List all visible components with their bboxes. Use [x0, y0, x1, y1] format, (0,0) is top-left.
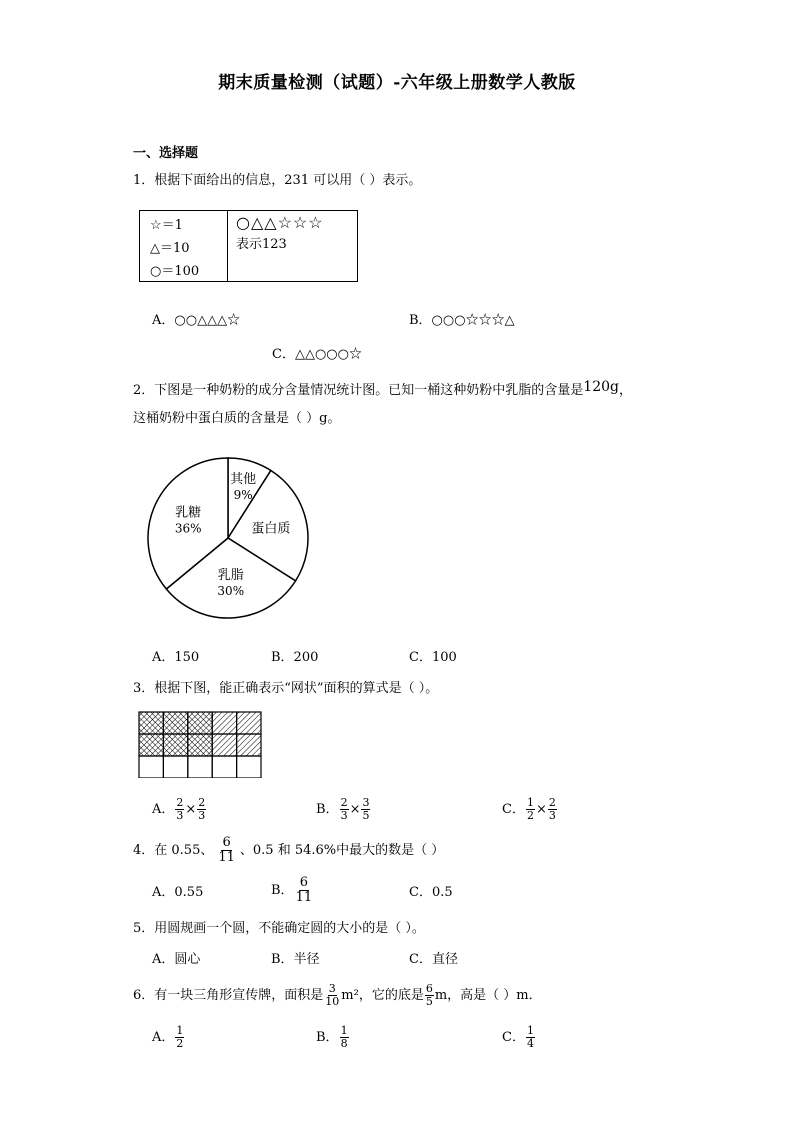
grid-hatch	[212, 734, 236, 756]
denominator: 3	[340, 809, 348, 822]
grid-hatch	[237, 712, 261, 734]
q6-option-c[interactable]	[502, 1023, 536, 1053]
numerator: 2	[176, 796, 184, 809]
fraction	[548, 797, 557, 822]
section-heading: 一、选择题	[133, 146, 199, 161]
denominator: 11	[295, 890, 313, 905]
q2-option-a[interactable]: A．150	[152, 650, 200, 665]
grid-crosshatch	[188, 734, 212, 756]
denominator: 2	[176, 1037, 184, 1050]
q1-option-a[interactable]: A．○○△△△☆	[152, 313, 241, 328]
numerator: 1	[176, 1024, 184, 1037]
fraction	[175, 797, 184, 822]
hatched-grid-figure	[138, 711, 262, 778]
denominator: 2	[526, 809, 534, 822]
grid-crosshatch	[163, 734, 187, 756]
grid-crosshatch	[188, 712, 212, 734]
q3-option-b[interactable]	[316, 797, 371, 822]
example-label: 表示123	[236, 237, 287, 252]
q3-option-a-label: A．	[152, 802, 175, 817]
q3-option-c[interactable]	[502, 797, 558, 822]
fraction	[425, 983, 434, 1008]
q6-option-a[interactable]	[152, 1023, 185, 1053]
grid-crosshatch	[139, 712, 163, 734]
symbol-legend-table	[139, 210, 358, 282]
numerator: 6	[425, 982, 433, 995]
pie-value-label-0: 9%	[233, 487, 253, 502]
symbol-example	[228, 211, 357, 281]
pie-value-label-3: 36%	[174, 521, 202, 536]
numerator: 2	[198, 796, 206, 809]
grid-cell	[212, 756, 236, 778]
grid-cell	[139, 756, 163, 778]
legend-star: ☆＝1	[150, 218, 183, 233]
page-title: 期末质量检测（试题）-六年级上册数学人教版	[218, 73, 576, 93]
q5-option-c[interactable]: C．直径	[409, 952, 458, 967]
numerator: 1	[526, 796, 534, 809]
fraction	[526, 1025, 535, 1050]
grid-cell	[188, 756, 212, 778]
fraction	[197, 797, 206, 822]
q6-area-unit: m²，它的底是	[341, 988, 424, 1003]
q6-base-unit: m，高是（ ）m．	[434, 988, 542, 1003]
q5-option-b[interactable]: B．半径	[271, 952, 320, 967]
pie-label-1: 蛋白质	[251, 521, 291, 537]
fraction	[361, 797, 370, 822]
question-5-text: 5．用圆规画一个圆，不能确定圆的大小的是（ ）。	[133, 921, 425, 936]
q4-option-c[interactable]: C．0.5	[409, 885, 453, 900]
denominator: 11	[218, 850, 235, 865]
grid-crosshatch	[163, 712, 187, 734]
question-2-comma: ，	[618, 383, 632, 398]
fraction	[526, 797, 535, 822]
question-4-text	[133, 836, 444, 866]
q5-option-a[interactable]: A．圆心	[152, 952, 201, 967]
q2-option-c[interactable]: C．100	[409, 650, 457, 665]
question-1-text: 1．根据下面给出的信息，231 可以用（ ）表示。	[133, 173, 422, 188]
denominator: 10	[325, 995, 340, 1008]
numerator: 3	[362, 796, 370, 809]
denominator: 3	[176, 809, 184, 822]
numerator: 1	[526, 1024, 534, 1037]
numerator: 1	[340, 1024, 348, 1037]
denominator: 4	[526, 1037, 534, 1050]
numerator: 3	[328, 982, 336, 995]
q4-suffix: 、0.5 和 54.6%中最大的数是（ ）	[239, 843, 445, 858]
question-2-text: 2．下图是一种奶粉的成分含量情况统计图。已知一桶这种奶粉中乳脂的含量是	[133, 383, 584, 398]
grid-crosshatch	[139, 734, 163, 756]
example-shapes: ○△△☆☆☆	[236, 213, 324, 232]
q3-option-b-label: B．	[316, 802, 339, 817]
pie-label-3: 乳糖	[175, 505, 202, 521]
numerator: 2	[340, 796, 348, 809]
question-6-text	[133, 981, 542, 1011]
q1-option-b[interactable]: B．○○○☆☆☆△	[409, 313, 515, 328]
q4-option-a[interactable]: A．0.55	[152, 885, 204, 900]
q4-option-b-label: B．	[271, 883, 294, 898]
q6-option-a-label: A．	[152, 1030, 175, 1045]
q3-option-a[interactable]	[152, 797, 207, 822]
question-2-line2: 这桶奶粉中蛋白质的含量是（ ）g。	[133, 411, 341, 426]
pie-value-label-2: 30%	[217, 583, 245, 598]
nutrition-pie-chart	[146, 456, 310, 620]
denominator: 3	[548, 809, 556, 822]
q1-option-c[interactable]: C．△△○○○☆	[272, 347, 362, 362]
numerator: 6	[222, 835, 231, 850]
question-2-value: 120g	[583, 379, 619, 395]
question-2-line1	[133, 381, 632, 400]
times-sign: ×	[185, 802, 197, 817]
pie-label-2: 乳脂	[217, 567, 244, 583]
legend-circle: ○＝100	[150, 264, 200, 279]
fraction	[340, 797, 349, 822]
numerator: 2	[548, 796, 556, 809]
denominator: 8	[340, 1037, 348, 1050]
denominator: 5	[362, 809, 370, 822]
pie-label-0: 其他	[230, 471, 257, 487]
denominator: 3	[198, 809, 206, 822]
fraction	[324, 983, 340, 1008]
fraction	[175, 1025, 184, 1050]
grid-hatch	[212, 712, 236, 734]
times-sign: ×	[349, 802, 361, 817]
q4-prefix: 4．在 0.55、	[133, 843, 214, 858]
q6-option-b[interactable]	[316, 1023, 350, 1053]
numerator: 6	[299, 875, 308, 890]
times-sign: ×	[535, 802, 547, 817]
symbol-legend	[140, 211, 228, 281]
question-3-text: 3．根据下图，能正确表示“网状”面积的算式是（ ）。	[133, 681, 439, 696]
q4-option-b[interactable]	[271, 876, 314, 906]
fraction	[340, 1025, 349, 1050]
q6-prefix: 6．有一块三角形宣传牌，面积是	[133, 988, 324, 1003]
q2-option-b[interactable]: B．200	[271, 650, 319, 665]
q6-option-b-label: B．	[316, 1030, 339, 1045]
grid-cell	[237, 756, 261, 778]
q6-option-c-label: C．	[502, 1030, 525, 1045]
fraction	[217, 836, 236, 865]
legend-triangle: △＝10	[150, 241, 190, 256]
fraction	[295, 876, 314, 905]
grid-hatch	[237, 734, 261, 756]
grid-cell	[163, 756, 187, 778]
q3-option-c-label: C．	[502, 802, 525, 817]
denominator: 5	[425, 995, 433, 1008]
